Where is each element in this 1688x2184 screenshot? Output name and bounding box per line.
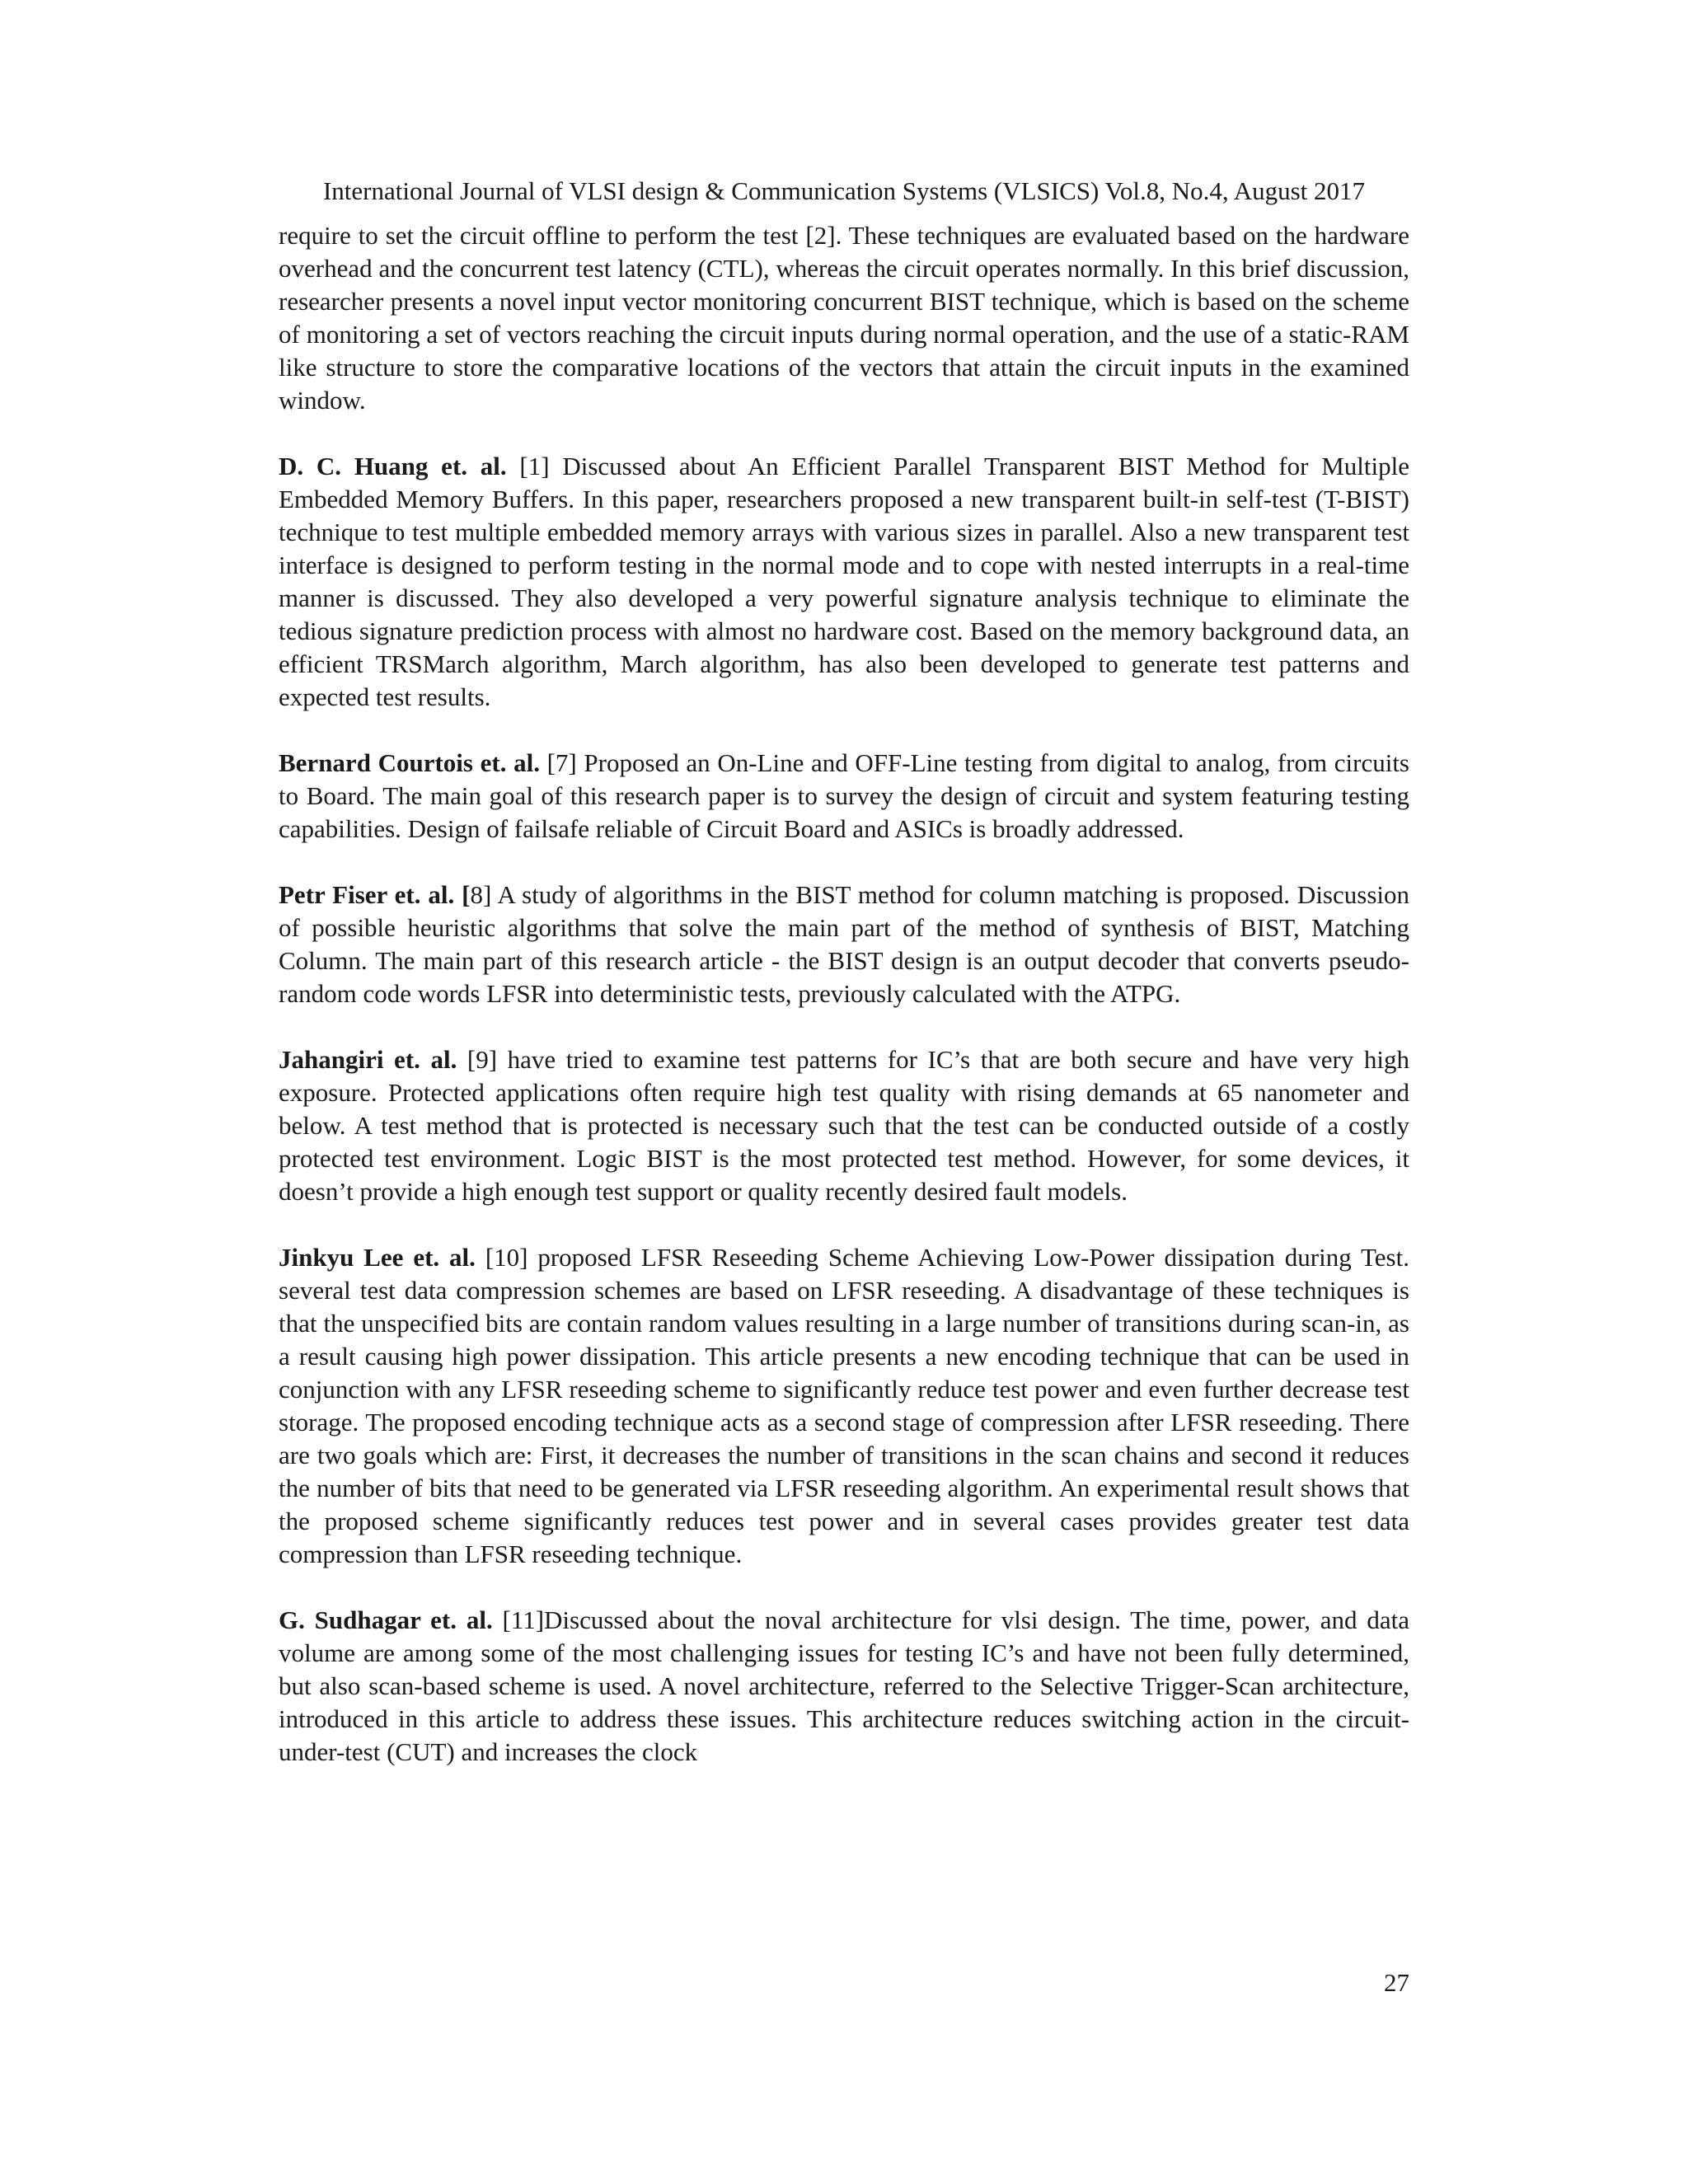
journal-header: International Journal of VLSI design & Communication Systems (VLSICS) Vol.8, No.4, August 2017: [322, 176, 1366, 205]
paragraph-courtois: [279, 747, 1409, 846]
author-name: Jahangiri et. al.: [279, 1045, 457, 1074]
page-body: [279, 219, 1409, 1802]
paragraph-lee: [279, 1241, 1409, 1571]
paragraph-text: require to set the circuit offline to perform the test [2]. These techniques are evaluated based on the hardware overhead and the concurrent test latency (CTL), whereas the circuit operates normally. In this brief discussion, researcher presents a novel input vector monitoring concurrent BIST technique, which is based on the scheme of monitoring a set of vectors reaching the circuit inputs during normal operation, and the use of a static-RAM like structure to store the comparative locations of the vectors that attain the circuit inputs in the examined window.: [279, 221, 1409, 415]
paragraph-text: 8] A study of algorithms in the BIST method for column matching is proposed. Discussion of possible heuristic algorithms that solve the main part of the method of synthesis of BIST, Matching Column. The main part of this research article - the BIST design is an output decoder that converts pseudo-random code words LFSR into deterministic tests, previously calculated with the ATPG.: [279, 880, 1409, 1008]
paragraph-sudhagar: [279, 1604, 1409, 1769]
paragraph-text: [1] Discussed about An Efficient Parallel Transparent BIST Method for Multiple Embedded Memory Buffers. In this paper, researchers proposed a new transparent built-in self-test (T-BIST) technique to test multiple embedded memory arrays with various sizes in parallel. Also a new transparent test interface is designed to perform testing in the normal mode and to cope with nested interrupts in a real-time manner is discussed. They also developed a very powerful signature analysis technique to eliminate the tedious signature prediction process with almost no hardware cost. Based on the memory background data, an efficient TRSMarch algorithm, March algorithm, has also been developed to generate test patterns and expected test results.: [279, 452, 1409, 711]
paragraph-huang: [279, 450, 1409, 714]
author-name: G. Sudhagar et. al.: [279, 1605, 493, 1634]
page-number: 27: [1384, 1968, 1409, 1997]
paragraph-fiser: [279, 879, 1409, 1010]
author-name: Jinkyu Lee et. al.: [279, 1243, 476, 1272]
paragraph-text: [11]Discussed about the noval architecture for vlsi design. The time, power, and data volume are among some of the most challenging issues for testing IC’s and have not been fully determined, but also scan-based scheme is used. A novel architecture, referred to the Selective Trigger-Scan architecture, introduced in this article to address these issues. This architecture reduces switching action in the circuit-under-test (CUT) and increases the clock: [279, 1605, 1409, 1766]
author-name: Petr Fiser et. al. [: [279, 880, 471, 909]
paragraph-text: [7] Proposed an On-Line and OFF-Line testing from digital to analog, from circuits to Board. The main goal of this research paper is to survey the design of circuit and system featuring testing capabilities. Design of failsafe reliable of Circuit Board and ASICs is broadly addressed.: [279, 748, 1409, 843]
author-name: D. C. Huang et. al.: [279, 452, 507, 480]
paragraph-jahangiri: [279, 1043, 1409, 1208]
author-name: Bernard Courtois et. al.: [279, 748, 540, 777]
paragraph-text: [10] proposed LFSR Reseeding Scheme Achieving Low-Power dissipation during Test. several test data compression schemes are based on LFSR reseeding. A disadvantage of these techniques is that the unspecified bits are contain random values resulting in a large number of transitions during scan-in, as a result causing high power dissipation. This article presents a new encoding technique that can be used in conjunction with any LFSR reseeding scheme to significantly reduce test power and even further decrease test storage. The proposed encoding technique acts as a second stage of compression after LFSR reseeding. There are two goals which are: First, it decreases the number of transitions in the scan chains and second it reduces the number of bits that need to be generated via LFSR reseeding algorithm. An experimental result shows that the proposed scheme significantly reduces test power and in several cases provides greater test data compression than LFSR reseeding technique.: [279, 1243, 1409, 1568]
paragraph-intro: [279, 219, 1409, 417]
paragraph-text: [9] have tried to examine test patterns for IC’s that are both secure and have very high exposure. Protected applications often require high test quality with rising demands at 65 nanometer and below. A test method that is protected is necessary such that the test can be conducted outside of a costly protected test environment. Logic BIST is the most protected test method. However, for some devices, it doesn’t provide a high enough test support or quality recently desired fault models.: [279, 1045, 1409, 1206]
